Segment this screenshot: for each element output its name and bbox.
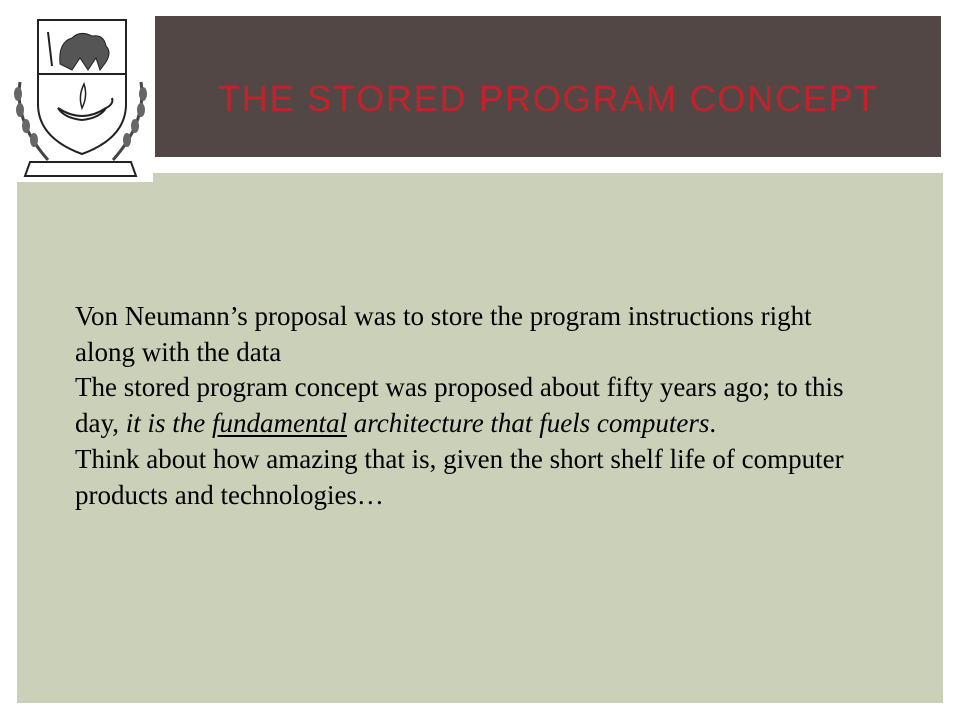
slide-body-text bbox=[75, 299, 845, 513]
italic-text-part-2: architecture that fuels computers bbox=[346, 408, 710, 439]
paragraph-lead-text: The stored program concept was proposed about fifty years ago; to this day, bbox=[75, 372, 844, 439]
crest-icon bbox=[8, 12, 153, 182]
paragraph-end-punctuation: . bbox=[709, 408, 717, 439]
paragraph-shelf-life: Think about how amazing that is, given the short shelf life of computer products and technologies… bbox=[75, 443, 844, 510]
slide-title: THE STORED PROGRAM CONCEPT bbox=[218, 78, 879, 119]
italic-text-part-1: it is the bbox=[125, 408, 212, 439]
underlined-word: fundamental bbox=[211, 408, 347, 439]
college-crest-logo bbox=[8, 12, 153, 182]
paragraph-stored-program bbox=[75, 370, 845, 441]
italic-phrase bbox=[126, 408, 710, 438]
paragraph-von-neumann: Von Neumann’s proposal was to store the program instructions right along with the data bbox=[75, 301, 812, 367]
